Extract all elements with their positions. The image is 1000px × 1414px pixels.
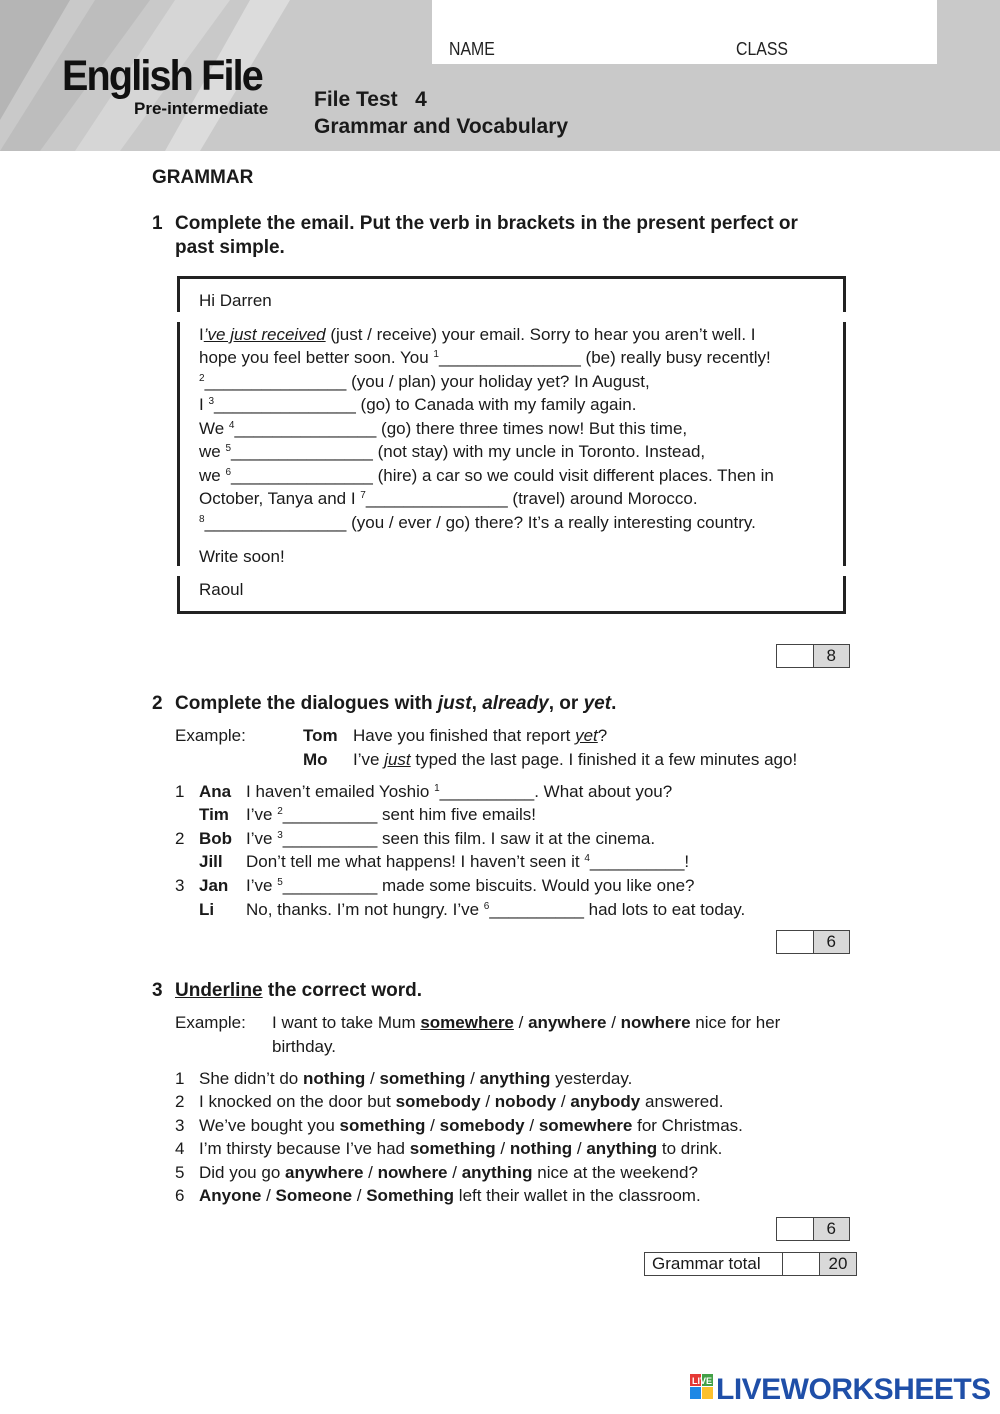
liveworksheets-logo-icon [690, 1374, 714, 1400]
q2-speaker: Li [199, 900, 215, 919]
q2-gap-1[interactable]: __________. What about you? [439, 782, 673, 801]
gap-4[interactable]: _______________ (go) there three times now! But this time, [234, 419, 688, 438]
email-signature: Raoul [199, 580, 244, 599]
email-line-7: October, Tanya and I $^7$_______________ (travel) around Morocco. [199, 489, 698, 508]
email-line: I’ve just received (just / receive) your email. Sorry to hear you aren’t well. I [199, 325, 756, 344]
section-heading: GRAMMAR [152, 167, 254, 188]
name-label: NAME [449, 39, 495, 59]
q1-number: 1 [152, 213, 163, 234]
q2-gap-2[interactable]: __________ sent him five emails! [282, 805, 537, 824]
email-line-8: $^8$_______________ (you / ever / go) there? It’s a really interesting country. [199, 513, 756, 532]
option[interactable]: somebody [395, 1092, 481, 1111]
q2-title: Complete the dialogues with just, already, or yet. [175, 693, 617, 714]
q3-score-max: 6 [814, 1218, 850, 1240]
gap-3[interactable]: _______________ (go) to Canada with my family again. [214, 395, 637, 414]
grammar-total-max: 20 [820, 1253, 856, 1275]
grammar-total-label: Grammar total [645, 1253, 783, 1275]
q2-score-entry[interactable] [777, 931, 814, 953]
header-band [0, 0, 1000, 151]
q3-number: 3 [152, 980, 163, 1001]
option[interactable]: nobody [494, 1092, 557, 1111]
q2-speaker: Bob [199, 829, 233, 848]
email-box [177, 276, 844, 614]
email-line-5: we $^5$_______________ (not stay) with my uncle in Toronto. Instead, [199, 442, 706, 461]
q2-speaker: Jill [199, 852, 223, 871]
option[interactable]: something [379, 1069, 466, 1088]
logo-subtitle: Pre-intermediate [134, 99, 269, 118]
logo-letter: LIVE [692, 1376, 713, 1386]
q2-speaker: Jan [199, 876, 229, 895]
gap-7[interactable]: _______________ (travel) around Morocco. [365, 489, 698, 508]
q2-score-max: 6 [814, 931, 850, 953]
q2-line-6: No, thanks. I’m not hungry. I’ve $^6$__________ had lots to eat today. [246, 900, 746, 919]
q1-score-max: 8 [814, 645, 850, 667]
test-title [314, 86, 568, 140]
test-title-line1: File Test 4 [314, 88, 427, 111]
q2-score-box [776, 930, 850, 954]
email-greeting: Hi Darren [199, 291, 272, 310]
q3-item-2: 2 I knocked on the door but somebody / nobody / anybody answered. [175, 1092, 724, 1111]
q3-score-box [776, 1217, 850, 1241]
email-signoff: Write soon! [199, 547, 285, 566]
q2-number: 2 [152, 693, 163, 714]
q3-example-label: Example: [175, 1013, 246, 1032]
email-line-4: We $^4$_______________ (go) there three times now! But this time, [199, 419, 688, 438]
grammar-total-box [644, 1252, 857, 1276]
q2-gap-5[interactable]: __________ made some biscuits. Would you like one? [282, 876, 695, 895]
q2-speaker: Ana [199, 782, 232, 801]
option[interactable]: somewhere [538, 1116, 633, 1135]
q2-line-4: Don’t tell me what happens! I haven’t seen it $^4$__________! [246, 852, 690, 871]
q1-title-line2: past simple. [175, 237, 285, 258]
option[interactable]: Someone [275, 1186, 353, 1205]
q3-item-6: 6 Anyone / Someone / Something left their wallet in the classroom. [175, 1186, 701, 1205]
q3-example-line2: birthday. [272, 1037, 336, 1056]
q1-title [175, 212, 798, 260]
q2-example-speaker: Mo [303, 750, 328, 769]
test-title-line2: Grammar and Vocabulary [314, 115, 569, 138]
option[interactable]: something [339, 1116, 426, 1135]
option[interactable]: nothing [302, 1069, 366, 1088]
option[interactable]: Anyone [199, 1186, 262, 1205]
logo-title: English File [62, 52, 262, 100]
q3-title: Underline the correct word. [175, 980, 423, 1001]
gap-6[interactable]: _______________ (hire) a car so we could visit different places. Then in [231, 466, 774, 485]
option[interactable]: Something [366, 1186, 455, 1205]
q3-item-4: 4 I’m thirsty because I’ve had something / nothing / anything to drink. [175, 1139, 723, 1158]
email-line-2: $^2$_______________ (you / plan) your holiday yet? In August, [199, 372, 650, 391]
q1-score-entry[interactable] [777, 645, 814, 667]
grammar-total-entry[interactable] [783, 1253, 820, 1275]
class-label: CLASS [736, 39, 788, 59]
option[interactable]: somebody [439, 1116, 525, 1135]
q3-score-entry[interactable] [777, 1218, 814, 1240]
option[interactable]: anything [586, 1139, 658, 1158]
email-line-6: we $^6$_______________ (hire) a car so we could visit different places. Then in [199, 466, 774, 485]
option[interactable]: nothing [509, 1139, 573, 1158]
email-line-3: I $^3$_______________ (go) to Canada with my family again. [199, 395, 637, 414]
liveworksheets-brand: LIVEWORKSHEETS [716, 1373, 991, 1406]
gap-8[interactable]: _______________ (you / ever / go) there? It’s a really interesting country. [204, 513, 756, 532]
q2-item-number: 3 [175, 876, 185, 895]
q1-title-line1: Complete the email. Put the verb in brackets in the present perfect or [175, 213, 798, 234]
option[interactable]: anything [461, 1163, 533, 1182]
q2-example-speaker: Tom [303, 726, 338, 745]
q2-gap-6[interactable]: __________ had lots to eat today. [489, 900, 746, 919]
q2-line-1: I haven’t emailed Yoshio $^1$__________. What about you? [246, 782, 673, 801]
q2-speaker: Tim [199, 805, 229, 824]
q3-item-5: 5 Did you go anywhere / nowhere / anything nice at the weekend? [175, 1163, 698, 1182]
q2-example-line: I’ve just typed the last page. I finished it a few minutes ago! [353, 750, 798, 769]
q3-item-1: 1 She didn’t do nothing / something / anything yesterday. [175, 1069, 633, 1088]
option[interactable]: something [409, 1139, 496, 1158]
q2-example-line: Have you finished that report yet? [353, 726, 608, 745]
option[interactable]: anything [479, 1069, 551, 1088]
name-class-box [432, 0, 937, 64]
gap-2[interactable]: _______________ (you / plan) your holiday yet? In August, [204, 372, 650, 391]
q2-line-2: I’ve $^2$__________ sent him five emails! [246, 805, 537, 824]
email-line-1: hope you feel better soon. You $^1$_______________ (be) really busy recently! [199, 348, 771, 367]
option[interactable]: anybody [570, 1092, 641, 1111]
q2-line-3: I’ve $^3$__________ seen this film. I saw it at the cinema. [246, 829, 656, 848]
q2-gap-4[interactable]: __________! [589, 852, 690, 871]
q1-score-box [776, 644, 850, 668]
option[interactable]: anywhere [285, 1163, 364, 1182]
q2-line-5: I’ve $^5$__________ made some biscuits. Would you like one? [246, 876, 695, 895]
example-answer: ’ve just received [203, 325, 326, 344]
gap-5[interactable]: _______________ (not stay) with my uncle in Toronto. Instead, [231, 442, 706, 461]
q3-example-line: I want to take Mum somewhere / anywhere / nowhere nice for her [272, 1013, 781, 1032]
q3-item-3: 3 We’ve bought you something / somebody / somewhere for Christmas. [175, 1116, 743, 1135]
q2-gap-3[interactable]: __________ seen this film. I saw it at the cinema. [282, 829, 656, 848]
q2-example-label: Example: [175, 726, 246, 745]
q2-item-number: 1 [175, 782, 185, 801]
option[interactable]: nowhere [377, 1163, 448, 1182]
q2-item-number: 2 [175, 829, 185, 848]
gap-1[interactable]: _______________ (be) really busy recently! [438, 348, 771, 367]
